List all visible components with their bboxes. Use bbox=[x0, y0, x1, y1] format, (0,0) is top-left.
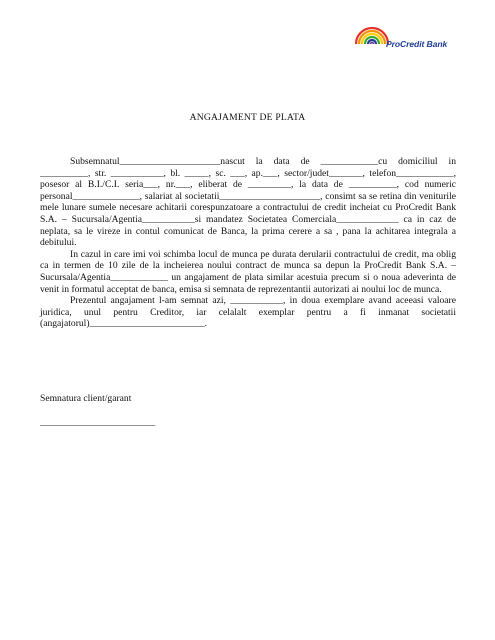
paragraph: Subsemnatul_____________________nascut la data de ____________cu domiciliul in __________, str. ___________, bl. _____, sc. ___, ap.___, sector/judet_______, telefon____________, posesor al B.I./C.I. seria___, nr.___, eliberat de _________, la data de __________, cod numeric personal______________, salariat al societatii_____________________, consimt sa se retina din veniturile mele lunare sumele necesare achitarii corespunzatoare a contractului de credit incheiat cu ProCredit Bank S.A. – Sucursala/Agentia___________si mandatez Societatea Comerciala_____________ ca in caz de neplata, sa le vireze in contul comunicat de Banca, la prima cerere a sa , pana la achitarea integrala a debitului. bbox=[40, 156, 456, 249]
procredit-logo bbox=[352, 14, 464, 54]
signature-line: ________________________ bbox=[40, 417, 156, 428]
logo-text: ProCredit Bank bbox=[386, 39, 448, 49]
signature-label: Semnatura client/garant bbox=[40, 393, 132, 404]
document-body bbox=[40, 156, 456, 330]
document-title: ANGAJAMENT DE PLATA bbox=[189, 112, 306, 123]
paragraph: In cazul in care imi voi schimba locul de munca pe durata derularii contractului de credit, ma oblig ca in termen de 10 zile de la incheierea noului contract de munca sa depun la ProCredit Bank S.A. – Sucursala/Agentia____________ un angajament de plata similar acestuia precum si o noua adeverinta de venit in formatul acceptat de banca, emisa si semnata de reprezentantii autorizati ai noului loc de munca. bbox=[40, 248, 456, 295]
paragraph: Prezentul angajament l-am semnat azi, ___________, in doua exemplare avand aceeasi valoare juridica, unul pentru Creditor, iar celalalt exemplar pentru a fi inmanat societatii (angajatorul)________________________. bbox=[40, 295, 456, 330]
